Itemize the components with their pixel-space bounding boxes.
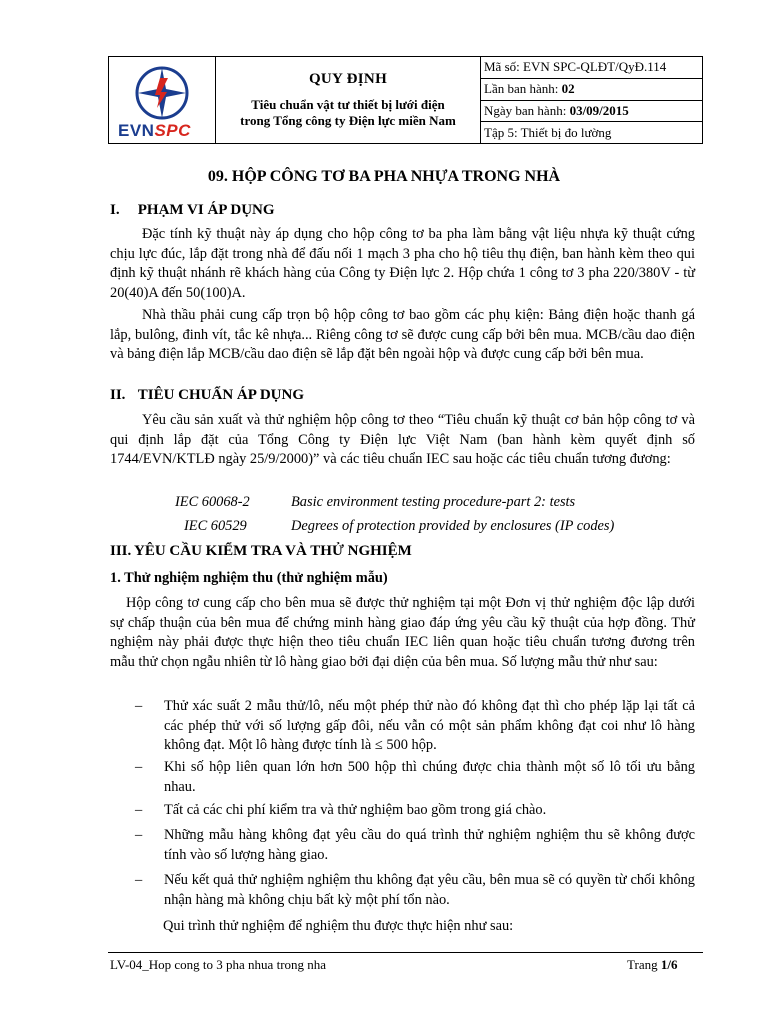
list-item [135, 826, 695, 865]
document-code: Mã số: EVN SPC-QLĐT/QyĐ.114 [481, 57, 702, 79]
section-1-title: PHẠM VI ÁP DỤNG [137, 202, 275, 218]
header-subtitle-line1: Tiêu chuẩn vật tư thiết bị lưới điện [251, 97, 445, 112]
bullet-dash: – [135, 872, 143, 888]
list-item-text: Nếu kết quả thử nghiệm nghiệm thu không đạt yêu cầu, bên mua sẽ có quyền từ chối không nhận hàng mà không chịu bất kỳ một phí tổn nào. [164, 872, 695, 908]
issue-value: 02 [561, 81, 575, 97]
section-3-closing: Qui trình thử nghiệm để nghiệm thu được thực hiện như sau: [163, 918, 514, 934]
section-3-title: YÊU CẦU KIỂM TRA VÀ THỬ NGHIỆM [134, 543, 412, 559]
standard-1-code: IEC 60068-2 [175, 494, 250, 510]
section-2-number: II. [110, 387, 126, 403]
logo-evn-text: EVN [118, 121, 155, 140]
list-item [135, 697, 695, 756]
section-3-heading [110, 543, 412, 560]
list-item-text: Thử xác suất 2 mẫu thử/lô, nếu một phép thử nào đó không đạt thì cho phép lặp lại tất cả các phép thử với số lượng gấp đôi, nếu vẫn có một sản phẩm không đạt coi như lô hàng không đạt. Một lô hàng được tính là ≤ 500 hộp. [164, 698, 695, 753]
subsection-1-heading: 1. Thử nghiệm nghiệm thu (thử nghiệm mẫu) [110, 570, 388, 586]
list-item-text: Những mẫu hàng không đạt yêu cầu do quá trình thử nghiệm nghiệm thu sẽ không được tính vào số lượng hàng giao. [164, 827, 695, 863]
evn-star-logo-icon [124, 63, 200, 123]
bullet-dash: – [135, 827, 143, 843]
section-1-number: I. [110, 202, 120, 218]
list-item [135, 758, 695, 797]
issue-date [481, 101, 702, 123]
section-2-title: TIÊU CHUẨN ÁP DỤNG [137, 387, 305, 403]
section-3-paragraph-1: Hộp công tơ cung cấp cho bên mua sẽ được thử nghiệm tại một Đơn vị thử nghiệm độc lập dưới sự chấp thuận của bên mua để chứng minh hàng giao đáp ứng yêu cầu kỹ thuật của hợp đồng. Thử nghiệm này phải được thực hiện theo tiêu chuẩn IEC liên quan hoặc tiêu chuẩn tương đương trên mẫu thử chọn ngẫu nhiên từ lô hàng giao bởi đại diện của bên mua. Số lượng mẫu thử như sau: [110, 595, 695, 670]
header-subtitle-line2: trong Tổng công ty Điện lực miền Nam [240, 113, 456, 128]
issue-label: Lần ban hành: [484, 81, 559, 97]
header-title-block [216, 57, 481, 143]
standard-1-desc: Basic environment testing procedure-part 2: tests [291, 494, 576, 510]
list-item [135, 801, 695, 821]
logo-wordmark [118, 121, 191, 141]
page-label: Trang [627, 957, 661, 972]
header-subtitle [216, 97, 480, 129]
bullet-dash: – [135, 759, 143, 775]
list-item-text: Khi số hộp liên quan lớn hơn 500 hộp thì chúng được chia thành một số lô tối ưu bằng nhau. [164, 759, 695, 795]
footer-filename: LV-04_Hop cong to 3 pha nhua trong nha [110, 957, 327, 972]
volume-label: Tập 5: Thiết bị đo lường [484, 124, 612, 140]
company-logo [109, 57, 216, 143]
page-value: 1/6 [660, 957, 678, 972]
section-2-paragraph-1: Yêu cầu sản xuất và thử nghiệm hộp công tơ theo “Tiêu chuẩn kỹ thuật cơ bản hộp công tơ và qui định lắp đặt của Tổng Công ty Điện lực Việt Nam (ban hành kèm quyết định số 1744/EVN/KTLĐ ngày 25/9/2000)” và các tiêu chuẩn IEC sau hoặc các tiêu chuẩn tương đương: [110, 412, 695, 467]
date-value: 03/09/2015 [569, 102, 629, 118]
section-1-paragraph-1: Đặc tính kỹ thuật này áp dụng cho hộp công tơ ba pha làm bằng vật liệu nhựa kỹ thuật cứng chịu lực đúc, lắp đặt trong nhà để đấu nối 1 mạch 3 pha cho hộ tiêu thụ điện, ban hành kèm theo qui định kỹ thuật nhánh rẽ khách hàng của Công ty Điện lực 2. Hộp chứa 1 công tơ 3 pha 220/380V - từ 20(40)A đến 50(100)A. [110, 226, 695, 301]
bullet-dash: – [135, 802, 143, 818]
footer-divider [108, 952, 703, 953]
section-3-number: III. [110, 543, 132, 559]
document-header-table [108, 56, 703, 144]
header-meta [481, 57, 702, 143]
section-1-heading [110, 202, 275, 219]
section-2-heading [110, 387, 304, 404]
date-label: Ngày ban hành: [484, 102, 567, 118]
logo-spc-text: SPC [154, 121, 191, 140]
footer-page-number [627, 957, 677, 973]
standard-2-desc: Degrees of protection provided by enclosures (IP codes) [291, 518, 615, 534]
list-item-text: Tất cả các chi phí kiểm tra và thử nghiệm bao gồm trong giá chào. [164, 802, 547, 818]
bullet-dash: – [135, 698, 143, 714]
standard-2-code: IEC 60529 [184, 518, 247, 534]
section-1-paragraph-2: Nhà thầu phải cung cấp trọn bộ hộp công tơ bao gồm các phụ kiện: Bảng điện hoặc thanh gá lắp, bulông, đinh vít, tắc kê nhựa... Riêng công tơ sẽ được cung cấp bởi bên mua. MCB/cầu dao điện và bảng điện lắp MCB/cầu dao điện sẽ lắp đặt bên ngoài hộp và được cung cấp bởi bên mua. [110, 307, 695, 362]
issue-number [481, 79, 702, 101]
list-item [135, 871, 695, 910]
header-title: QUY ĐỊNH [308, 71, 388, 87]
document-title: 09. HỘP CÔNG TƠ BA PHA NHỰA TRONG NHÀ [207, 168, 561, 185]
